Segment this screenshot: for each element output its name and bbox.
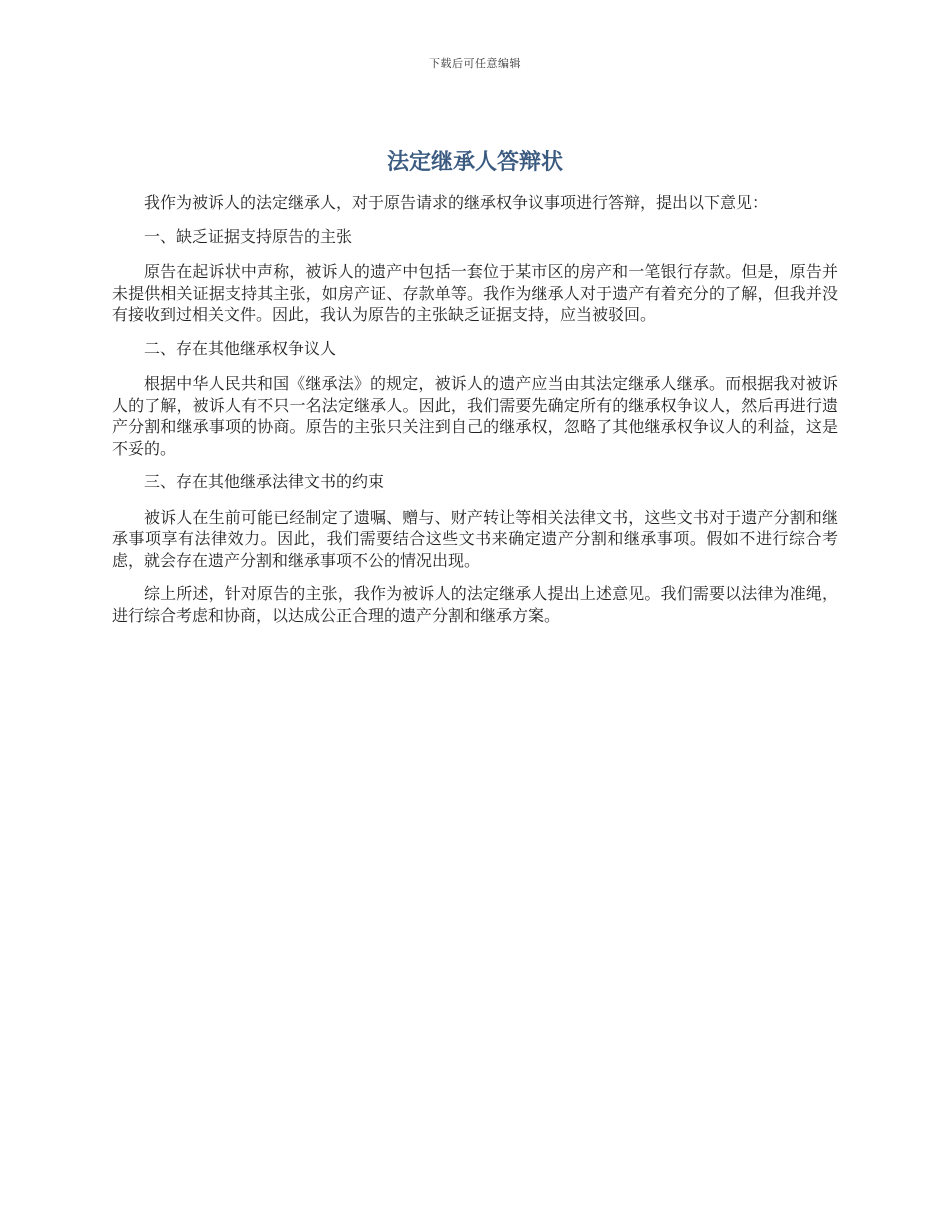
intro-paragraph: 我作为被诉人的法定继承人，对于原告请求的继承权争议事项进行答辩，提出以下意见： [144,193,769,212]
section-body-3: 被诉人在生前可能已经制定了遗嘱、赠与、财产转让等相关法律文书，这些文书对于遗产分割和继承事项享有法律效力。因此，我们需要结合这些文书来确定遗产分割和继承事项。假如不进行综合考虑，就会存在遗产分割和继承事项不公的情况出现。 [112,507,838,570]
section-heading-1: 一、缺乏证据支持原告的主张 [144,226,353,246]
page-header-note: 下载后可任意编辑 [429,57,521,70]
document-title: 法定继承人答辩状 [386,150,563,175]
document-body [112,148,838,638]
conclusion-paragraph: 综上所述，针对原告的主张，我作为被诉人的法定继承人提出上述意见。我们需要以法律为准绳，进行综合考虑和协商，以达成公正合理的遗产分割和继承方案。 [112,584,838,625]
section-heading-3: 三、存在其他继承法律文书的约束 [144,472,385,491]
section-body-1: 原告在起诉状中声称，被诉人的遗产中包括一套位于某市区的房产和一笔银行存款。但是，原告并未提供相关证据支持其主张，如房产证、存款单等。我作为继承人对于遗产有着充分的了解，但我并没有接收到过相关文件。因此，我认为原告的主张缺乏证据支持，应当被驳回。 [112,262,838,324]
section-heading-2: 二、存在其他继承权争议人 [144,338,337,358]
section-body-2: 根据中华人民共和国《继承法》的规定，被诉人的遗产应当由其法定继承人继承。而根据我对被诉人的了解，被诉人有不只一名法定继承人。因此，我们需要先确定所有的继承权争议人，然后再进行遗产分割和继承事项的协商。原告的主张只关注到自己的继承权，忽略了其他继承权争议人的利益，这是不妥的。 [112,374,838,458]
